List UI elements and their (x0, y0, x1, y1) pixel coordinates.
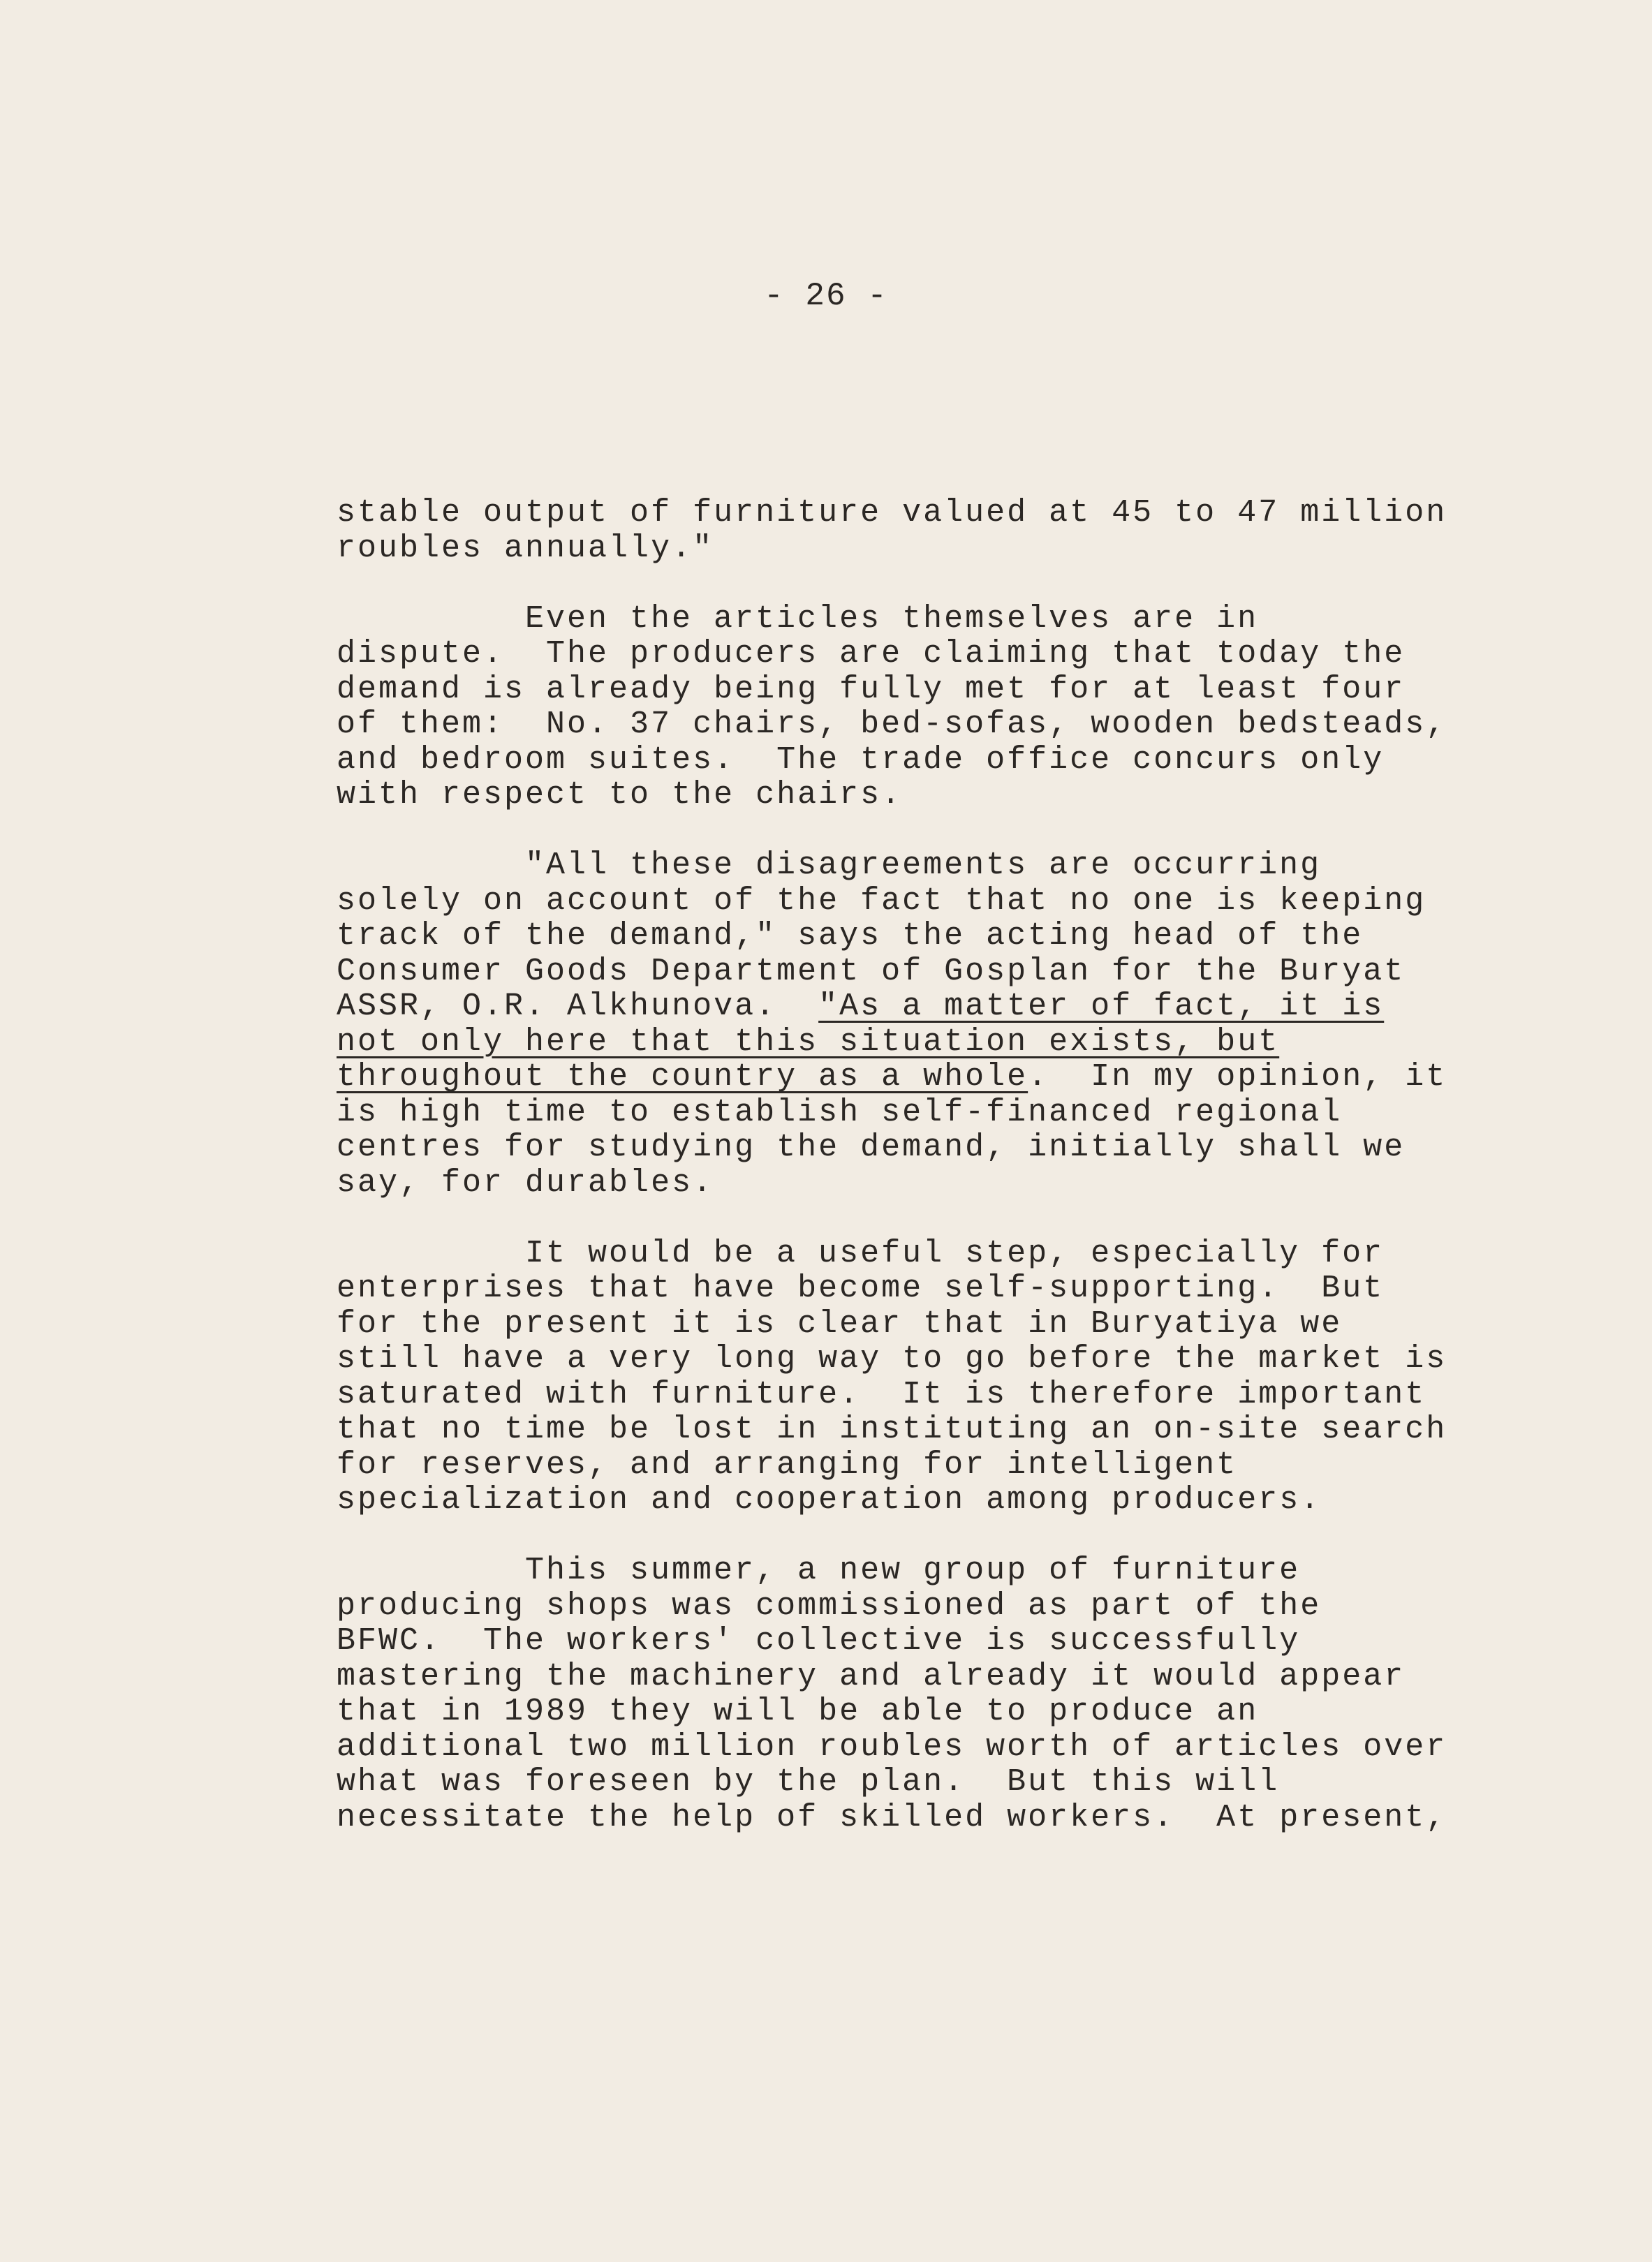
text-line: track of the demand," says the acting head of the (337, 918, 1364, 954)
text-line: "All these disagreements are occurring (525, 848, 1322, 883)
text-line (337, 1060, 1482, 1095)
text-line: necessitate the help of skilled workers. At present, (337, 1799, 1447, 1835)
text-line: It would be a useful step, especially for (525, 1235, 1385, 1271)
text-line: mastering the machinery and already it would appear (337, 1658, 1406, 1694)
paragraph (337, 1236, 1482, 1518)
text-line: for reserves, and arranging for intelligent (337, 1447, 1238, 1483)
text-line: This summer, a new group of furniture (525, 1553, 1301, 1588)
body-text (337, 496, 1482, 1835)
text-line: demand is already being fully met for at least four (337, 671, 1406, 707)
text-line: producing shops was commissioned as part of the (337, 1588, 1322, 1624)
underlined-quote: not only here that this situation exists, but (337, 1023, 1280, 1060)
paragraph (337, 848, 1482, 1201)
text-line: still have a very long way to go before the market is (337, 1341, 1447, 1377)
underlined-quote: throughout the country as a whole (337, 1059, 1028, 1095)
text-line: enterprises that have become self-supporting. But (337, 1271, 1385, 1306)
text-line: specialization and cooperation among producers. (337, 1482, 1322, 1518)
text-line: of them: No. 37 chairs, bed-sofas, wooden bedsteads, (337, 707, 1447, 742)
text-line: what was foreseen by the plan. But this will (337, 1764, 1280, 1800)
paragraph-gap (337, 1201, 1482, 1236)
text-line: with respect to the chairs. (337, 777, 903, 813)
text-line: stable output of furniture valued at 45 to 47 million (337, 495, 1447, 531)
text-line: BFWC. The workers' collective is successfully (337, 1623, 1301, 1659)
paragraph-gap (337, 813, 1482, 849)
paragraph-gap (337, 1518, 1482, 1554)
text-line: is high time to establish self-financed regional (337, 1094, 1343, 1130)
text-line: and bedroom suites. The trade office concurs only (337, 741, 1385, 778)
text-line: saturated with furniture. It is therefore important (337, 1376, 1426, 1412)
text-line (337, 1025, 1482, 1060)
paragraph-gap (337, 566, 1482, 602)
text-line (337, 989, 1482, 1025)
text-run: . In my opinion, it (1028, 1059, 1447, 1095)
text-line: solely on account of the fact that no one is keeping (337, 882, 1426, 919)
text-run: ASSR, O.R. Alkhunova. (337, 989, 819, 1024)
text-line: that no time be lost in instituting an on-site search (337, 1412, 1447, 1447)
text-line: dispute. The producers are claiming that today the (337, 636, 1406, 672)
underlined-quote: "As a matter of fact, it is (818, 989, 1385, 1024)
text-line: roubles annually." (337, 530, 714, 566)
text-line: for the present it is clear that in Buryatiya we (337, 1306, 1343, 1342)
paragraph (337, 602, 1482, 813)
paragraph (337, 1553, 1482, 1835)
text-line: that in 1989 they will be able to produce an (337, 1694, 1259, 1729)
text-line: say, for durables. (337, 1165, 714, 1201)
text-line: centres for studying the demand, initially shall we (337, 1130, 1406, 1165)
text-line: Consumer Goods Department of Gosplan for the Buryat (337, 953, 1406, 989)
page-number: - 26 - (764, 278, 888, 314)
text-line: additional two million roubles worth of articles over (337, 1729, 1447, 1765)
text-line: Even the articles themselves are in (525, 600, 1259, 637)
paragraph (337, 496, 1482, 566)
